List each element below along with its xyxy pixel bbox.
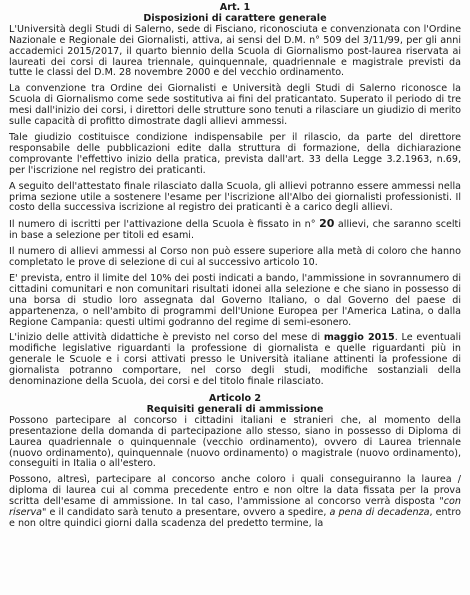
paragraph-3: Tale giudizio costituisce condizione indispensabile per il rilascio, da parte del direttore responsabile delle pubblicazioni edite dalla struttura di formazione, della dichiarazione comprovante l'effettivo inizio della pratica, prevista dall'art. 33 della Legge 3.2.1963, n.69, per l'iscrizione nel registro dei praticanti. <box>9 131 461 176</box>
article-2-subtitle: Requisiti generali di ammissione <box>146 403 324 415</box>
article-1-subtitle: Disposizioni di carattere generale <box>143 12 327 24</box>
pena-decadenza-text: a pena di decadenza <box>329 507 430 519</box>
paragraph-5-text-a: Il numero di iscritti per l'attivazione della Scuola è fissato in n° <box>9 219 320 231</box>
paragraph-6: Il numero di allievi ammessi al Corso non può essere superiore alla metà di coloro che hanno completato le prove di selezione di cui al successivo articolo 10. <box>9 246 461 269</box>
con-riserva-text: "con riserva" <box>9 496 461 519</box>
start-date: maggio 2015 <box>323 332 395 344</box>
paragraph-4: A seguito dell'attestato finale rilasciato dalla Scuola, gli allievi potranno essere ammessi nella prima sezione utile a sostenere l'esame per l'iscrizione all'Albo dei giornalisti professionisti. Il costo della successiva iscrizione al registro dei praticanti è a carico degli allievi. <box>9 180 461 214</box>
paragraph-2-1: Possono partecipare al concorso i cittadini italiani e stranieri che, al momento della presentazione della domanda di partecipazione allo stesso, siano in possesso di Diploma di Laurea quadriennale o quinquennale (vecchio ordinamento), ovvero di Laurea triennale (nuovo ordinamento), quinquennale (nuovo ordinamento) o magistrale (nuovo ordinamento), conseguiti in Italia o all'estero. <box>9 414 461 470</box>
article-1-title: Art. 1 <box>219 2 251 13</box>
article-2-block <box>9 394 461 530</box>
student-count: 20 <box>319 217 335 231</box>
paragraph-5 <box>9 219 461 242</box>
paragraph-8 <box>9 333 461 388</box>
paragraph-2-2-text-a: Possono, altresì, partecipare al concorso anche coloro i quali conseguiranno la laurea / diploma di laurea cui al comma precedente entro e non oltre la data fissata per la prova scritta dell'esame di ammissione. In tal caso, l'ammissione al concorso verrà disposta <box>9 474 461 508</box>
paragraph-2: La convenzione tra Ordine dei Giornalisti e Università degli Studi di Salerno riconosce la Scuola di Giornalismo come sede sostitutiva ai fini del praticantato. Superato il periodo di tre mesi dall'inizio dei corsi, i direttori delle strutture sono tenuti a rilasciare un giudizio di merito sulle capacità di profitto dimostrate dagli allievi ammessi. <box>9 83 461 128</box>
paragraph-8-text-b: . Le eventuali modifiche legislative riguardanti la professione di giornalista e quelle riguardanti più in generale le Scuole e i corsi attivati presso le Università italiane attinenti la professione di giornalista potranno comportare, nel corso degli studi, modifiche sostanziali della denominazione della Scuola, dei corsi e del titolo finale rilasciato. <box>9 332 461 388</box>
article-2-title: Articolo 2 <box>208 393 262 404</box>
paragraph-8-text-a: L'inizio delle attività didattiche è previsto nel corso del mese di <box>9 332 324 344</box>
paragraph-7: E' prevista, entro il limite del 10% dei posti indicati a bando, l'ammissione in sovrannumero di cittadini comunitari e non comunitari risultati idonei alla selezione e che siano in possesso di una borsa di studio loro assegnata dal Governo Italiano, o dal Governo del paese di appartenenza, o nell'ambito di programmi dell'Unione Europea per l'America Latina, o dalla Regione Campania: questi ultimi godranno del regime di semi-esonero. <box>9 272 461 328</box>
paragraph-5-text-b: allievi, che saranno scelti in base a selezione per titoli ed esami. <box>9 219 461 242</box>
paragraph-2-2 <box>9 475 461 530</box>
paragraph-2-2-text-b: e il candidato sarà tenuto a presentare, ovvero a spedire, <box>46 507 330 519</box>
paragraph-1: L'Università degli Studi di Salerno, sede di Fisciano, riconosciuta e convenzionata con l'Ordine Nazionale e Regionale dei Giornalisti, attiva, ai sensi del D.M. n° 509 del 3/11/99, per gli anni accademici 2015/2017, il quarto biennio della Scuola di Giornalismo post-laurea riservata ai laureati dei corsi di laurea triennale, quinquennale, quadriennale e magistrale previsti da tutte le classi del D.M. 28 novembre 2000 e del vecchio ordinamento. <box>9 23 461 79</box>
paragraph-2-2-text-c: , entro e non oltre quindici giorni dalla scadenza del predetto termine, la <box>9 507 461 529</box>
